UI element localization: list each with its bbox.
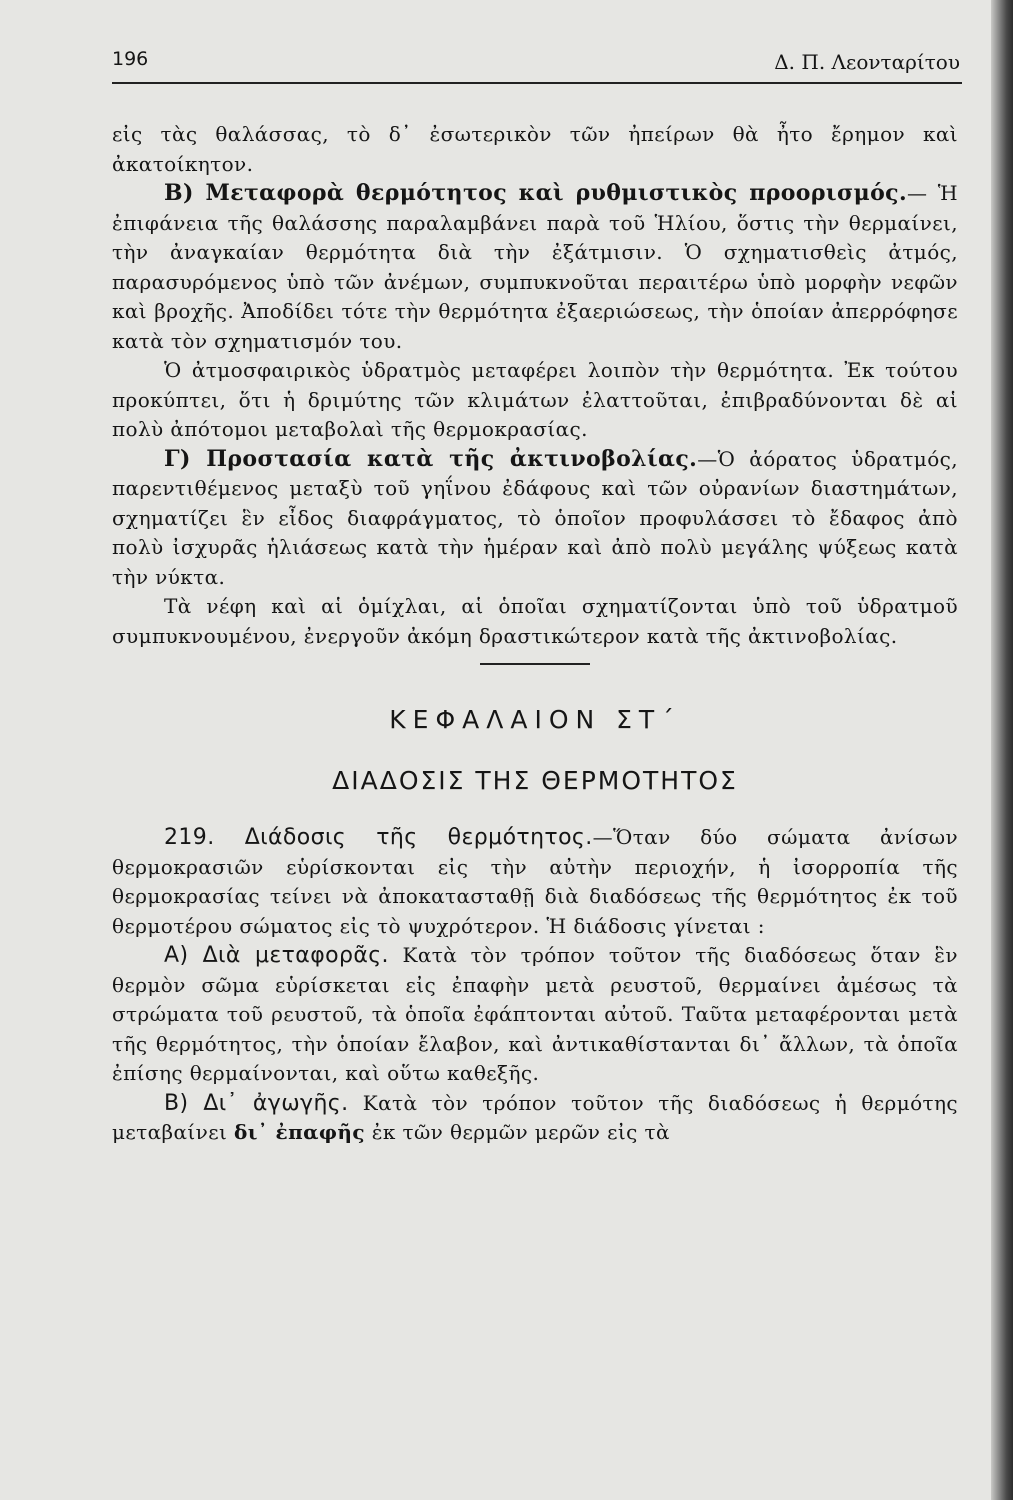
section-b-text: — Ἡ ἐπιφάνεια τῆς θαλάσσης παραλαμβάνει παρὰ τοῦ Ἡλίου, ὅστις τὴν θερμαίνει, τὴν ἀναγκαίαν θερμότητα διὰ τὴν ἐξάτμισιν. Ὁ σχηματισθεὶς ἀτμός, παρασυρόμενος ὑπὸ τῶν ἀνέμων, συμπυκνοῦται περαιτέρω ὑπὸ μορφὴν νεφῶν καὶ βροχῆς. Ἀποδίδει τότε τὴν θερμότητα ἐξαεριώσεως, τὴν ὁποίαν ἀπερρόφησε κατὰ τὸν σχηματισμόν του. bbox=[112, 181, 958, 353]
chapter-subtitle: ΔΙΑΔΟΣΙΣ ΤΗΣ ΘΕΡΜΟΤΗΤΟΣ bbox=[332, 766, 738, 795]
section-219-heading: 219. Διάδοσις τῆς θερμότητος. bbox=[164, 825, 593, 850]
page-gutter-shadow bbox=[991, 0, 1013, 1500]
subsection-a-paragraph bbox=[112, 941, 958, 1089]
section-219-text: —Ὅταν δύο σώματα ἀνίσων θερμοκρασιῶν εὑρίσκονται εἰς τὴν αὐτὴν περιοχήν, ἡ ἰσορροπία τῆς θερμοκρασίας τείνει νὰ ἀποκατασταθῇ διὰ διαδόσεως τῆς θερμότητος ἐκ τοῦ θερμοτέρου σώματος εἰς τὸ ψυχρότερον. Ἡ διάδοσις γίνεται : bbox=[112, 825, 958, 938]
section-g-text: —Ὁ ἀόρατος ὑδρατμός, παρεντιθέμενος μεταξὺ τοῦ γηΐνου ἐδάφους καὶ τῶν οὐρανίων διαστημάτων, σχηματίζει ἓν εἶδος διαφράγματος, τὸ ὁποῖον προφυλάσσει τὸ ἔδαφος ἀπὸ πολὺ ἰσχυρᾶς ἡλιάσεως κατὰ τὴν ἡμέραν καὶ ἀπὸ πολὺ μεγάλης ψύξεως κατὰ τὴν νύκτα. bbox=[112, 446, 958, 589]
chapter-title: ΚΕΦΑΛΑΙΟΝ ΣΤ΄ bbox=[389, 705, 681, 734]
page-number: 196 bbox=[112, 48, 149, 70]
subsection-b-text-a: Κατὰ τὸν τρόπον τοῦτον τῆς διαδόσεως ἡ θερμότης μεταβαίνει bbox=[112, 1090, 958, 1144]
header-rule bbox=[112, 82, 962, 84]
subsection-a-text: Κατὰ τὸν τρόπον τοῦτον τῆς διαδόσεως ὅταν ἓν θερμὸν σῶμα εὑρίσκεται εἰς ἐπαφὴν μετὰ ρευστοῦ, θερμαίνει ἀμέσως τὰ στρώματα τοῦ ρευστοῦ, τὰ ὁποῖα ἐφάπτονται αὐτοῦ. Ταῦτα μεταφέρονται μετὰ τῆς θερμότητος, τὴν ὁποίαν ἔλαβον, καὶ ἀντικαθίστανται δι᾽ ἄλλων, τὰ ὁποῖα ἐπίσης θερμαίνονται, καὶ οὕτω καθεξῆς. bbox=[112, 943, 958, 1085]
section-g-heading: Γ) Προστασία κατὰ τῆς ἀκτινοβολίας. bbox=[164, 445, 698, 472]
section-219-paragraph bbox=[112, 823, 958, 941]
section-g-paragraph bbox=[112, 445, 958, 593]
body-text bbox=[112, 120, 958, 1148]
subsection-b-paragraph bbox=[112, 1089, 958, 1148]
subsection-b-bold-term: δι᾽ ἐπαφῆς bbox=[233, 1120, 365, 1144]
section-b-paragraph bbox=[112, 179, 958, 356]
section-g-paragraph-2: Τὰ νέφη καὶ αἱ ὁμίχλαι, αἱ ὁποῖαι σχηματίζονται ὑπὸ τοῦ ὑδρατμοῦ συμπυκνουμένου, ἐνεργοῦν ἀκόμη δραστικώτερον κατὰ τῆς ἀκτινοβολίας. bbox=[112, 594, 958, 648]
section-divider bbox=[480, 663, 590, 665]
section-b-paragraph-2: Ὁ ἀτμοσφαιρικὸς ὑδρατμὸς μεταφέρει λοιπὸν τὴν θερμότητα. Ἐκ τούτου προκύπτει, ὅτι ἡ δριμύτης τῶν κλιμάτων ἐλαττοῦται, ἐπιβραδύνονται δὲ αἱ πολὺ ἀπότομοι μεταβολαὶ τῆς θερμοκρασίας. bbox=[112, 358, 958, 441]
running-head: Δ. Π. Λεονταρίτου bbox=[774, 50, 960, 74]
paragraph-continuation: εἰς τὰς θαλάσσας, τὸ δ᾽ ἐσωτερικὸν τῶν ἠπείρων θὰ ἦτο ἔρημον καὶ ἀκατοίκητον. bbox=[112, 122, 958, 176]
section-b-heading: Β) Μεταφορὰ θερμότητος καὶ ρυθμιστικὸς προορισμός. bbox=[164, 180, 907, 206]
subsection-a-heading: Α) Διὰ μεταφορᾶς. bbox=[164, 943, 389, 968]
subsection-b-heading: Β) Δι᾽ ἀγωγῆς. bbox=[164, 1090, 349, 1116]
page-header bbox=[112, 44, 960, 78]
subsection-b-text-b: ἐκ τῶν θερμῶν μερῶν εἰς τὰ bbox=[371, 1120, 670, 1144]
